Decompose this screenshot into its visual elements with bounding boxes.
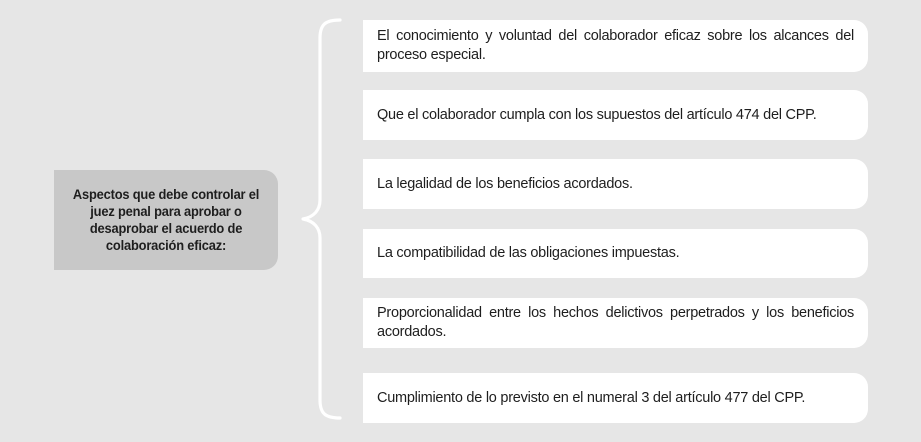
main-concept-box xyxy=(54,170,278,270)
list-item xyxy=(363,159,868,209)
list-item xyxy=(363,373,868,423)
list-item-text: La compatibilidad de las obligaciones impuestas. xyxy=(377,245,680,261)
main-concept-label: Aspectos que debe controlar el juez penal para aprobar o desaprobar el acuerdo de colaboración eficaz: xyxy=(72,186,260,253)
list-item xyxy=(363,229,868,278)
list-item xyxy=(363,298,868,348)
list-item-text: Proporcionalidad entre los hechos delictivos perpetrados y los beneficios acordados. xyxy=(377,305,854,340)
list-item-text: Cumplimiento de lo previsto en el numeral 3 del artículo 477 del CPP. xyxy=(377,389,806,406)
list-item-text: Que el colaborador cumpla con los supuestos del artículo 474 del CPP. xyxy=(377,106,817,123)
curly-brace xyxy=(296,14,350,424)
list-item xyxy=(363,20,868,72)
list-item-text: El conocimiento y voluntad del colaborador eficaz sobre los alcances del proceso especial. xyxy=(377,28,854,63)
list-item xyxy=(363,90,868,140)
list-item-text: La legalidad de los beneficios acordados. xyxy=(377,175,633,192)
